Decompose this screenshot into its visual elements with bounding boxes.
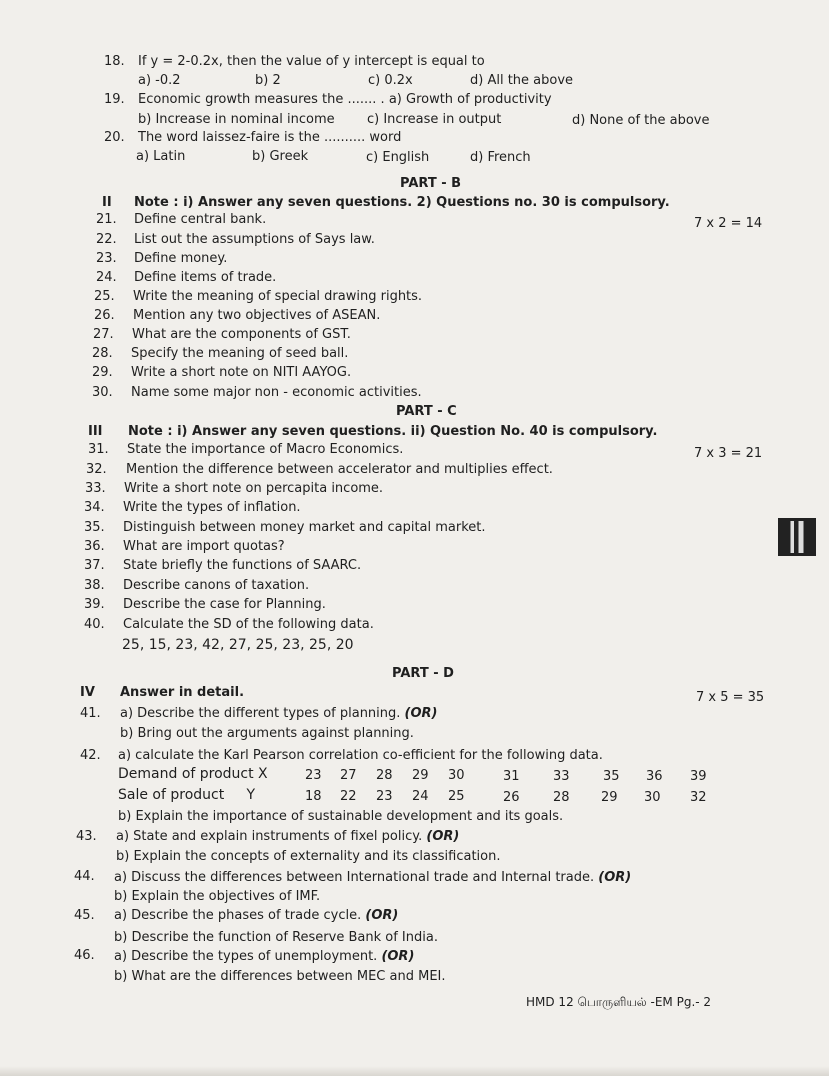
data-cell: 28 — [376, 768, 393, 783]
q20-option-a: a) Latin — [136, 149, 186, 164]
q20-number: 20. — [104, 130, 125, 145]
q19-option-d: d) None of the above — [572, 113, 710, 128]
question-number: 27. — [93, 327, 114, 342]
question-text: State briefly the functions of SAARC. — [123, 558, 362, 573]
question-number: 29. — [92, 365, 113, 380]
q44-part-b: b) Explain the objectives of IMF. — [114, 889, 321, 904]
question-number: 22. — [96, 232, 117, 247]
data-cell: 33 — [553, 769, 570, 784]
question-text: Specify the meaning of seed ball. — [131, 346, 349, 361]
qr-code — [778, 518, 816, 556]
question-text: State the importance of Macro Economics. — [127, 442, 404, 457]
q46-part-b: b) What are the differences between MEC and MEI. — [114, 969, 446, 984]
question-text: Mention the difference between accelerator and multiplies effect. — [126, 462, 553, 477]
part-b-marks: 7 x 2 = 14 — [694, 216, 763, 231]
q45-or: (OR) — [365, 908, 399, 923]
data-cell: 27 — [340, 768, 357, 783]
part-b-roman: II — [102, 195, 112, 210]
data-cell: 30 — [644, 790, 661, 805]
question-text: What are the components of GST. — [132, 327, 351, 342]
q45-a-text: a) Describe the phases of trade cycle. — [114, 908, 362, 923]
question-number: 28. — [92, 346, 113, 361]
question-number: 35. — [84, 520, 105, 535]
question-number: 39. — [84, 597, 105, 612]
data-cell: 28 — [553, 790, 570, 805]
q19-option-b: b) Increase in nominal income — [138, 112, 335, 127]
q41-number: 41. — [80, 706, 101, 721]
q18-option-a: a) -0.2 — [138, 73, 181, 88]
data-cell: 29 — [601, 790, 618, 805]
part-d-roman: IV — [80, 685, 95, 700]
page-footer: HMD 12 பொருளியல் -EM Pg.- 2 — [526, 995, 712, 1009]
q43-or: (OR) — [426, 829, 460, 844]
q46-or: (OR) — [381, 949, 415, 964]
question-number: 25. — [94, 289, 115, 304]
q41-part-b: b) Bring out the arguments against planning. — [120, 726, 414, 741]
question-number: 31. — [88, 442, 109, 457]
sale-row-label: Sale of product Y — [118, 787, 256, 803]
data-cell: 39 — [690, 769, 707, 784]
q20-option-c: c) English — [366, 150, 430, 165]
data-cell: 36 — [646, 769, 663, 784]
q18-option-d: d) All the above — [470, 73, 574, 88]
question-text: What are import quotas? — [123, 539, 285, 554]
part-d-heading: PART - D — [392, 666, 454, 681]
question-number: 26. — [94, 308, 115, 323]
part-c-marks: 7 x 3 = 21 — [694, 446, 763, 461]
q19-text: Economic growth measures the ....... . a) Growth of productivity — [138, 92, 552, 107]
q41-a-text: a) Describe the different types of planning. — [120, 706, 401, 721]
q43-number: 43. — [76, 829, 97, 844]
question-text: Define items of trade. — [134, 270, 277, 285]
data-cell: 30 — [448, 768, 465, 783]
q43-part-b: b) Explain the concepts of externality and its classification. — [116, 849, 501, 864]
data-cell: 31 — [503, 769, 520, 784]
q41-part-a — [120, 706, 438, 722]
part-c-note: Note : i) Answer any seven questions. ii) Question No. 40 is compulsory. — [128, 424, 658, 439]
q20-option-b: b) Greek — [252, 149, 309, 164]
question-number: 37. — [84, 558, 105, 573]
question-text: Write a short note on percapita income. — [124, 481, 384, 496]
sd-data-values: 25, 15, 23, 42, 27, 25, 23, 25, 20 — [122, 637, 354, 653]
q46-number: 46. — [74, 948, 95, 963]
question-text: Calculate the SD of the following data. — [123, 617, 374, 632]
question-number: 36. — [84, 539, 105, 554]
question-number: 34. — [84, 500, 105, 515]
q20-option-d: d) French — [470, 150, 531, 165]
question-text: Name some major non - economic activities. — [131, 385, 422, 400]
q19-number: 19. — [104, 92, 125, 107]
question-text: Describe the case for Planning. — [123, 597, 326, 612]
question-number: 23. — [96, 251, 117, 266]
q18-option-b: b) 2 — [255, 73, 281, 88]
q18-number: 18. — [104, 54, 125, 69]
q43-a-text: a) State and explain instruments of fixel policy. — [116, 829, 423, 844]
question-text: Describe canons of taxation. — [123, 578, 310, 593]
part-b-heading: PART - B — [400, 176, 462, 191]
q42-part-a: a) calculate the Karl Pearson correlation co-efficient for the following data. — [118, 748, 603, 763]
question-number: 32. — [86, 462, 107, 477]
data-cell: 26 — [503, 790, 520, 805]
data-cell: 25 — [448, 789, 465, 804]
question-text: Write the meaning of special drawing rights. — [133, 289, 423, 304]
question-number: 38. — [84, 578, 105, 593]
q42-part-b: b) Explain the importance of sustainable development and its goals. — [118, 809, 564, 824]
q41-or: (OR) — [404, 706, 438, 721]
q44-or: (OR) — [598, 870, 632, 885]
q44-number: 44. — [74, 869, 95, 884]
q46-a-text: a) Describe the types of unemployment. — [114, 949, 378, 964]
question-text: Distinguish between money market and capital market. — [123, 520, 486, 535]
data-cell: 23 — [305, 768, 322, 783]
part-d-marks: 7 x 5 = 35 — [696, 690, 765, 705]
q46-part-a — [114, 949, 414, 965]
data-cell: 32 — [690, 790, 707, 805]
question-number: 24. — [96, 270, 117, 285]
q45-part-b: b) Describe the function of Reserve Bank of India. — [114, 930, 438, 945]
question-number: 30. — [92, 385, 113, 400]
question-text: Define central bank. — [134, 212, 267, 227]
q43-part-a — [116, 829, 459, 845]
q20-text: The word laissez-faire is the .......... word — [138, 130, 402, 145]
part-c-roman: III — [88, 424, 103, 439]
question-number: 33. — [85, 481, 106, 496]
part-c-heading: PART - C — [396, 404, 457, 419]
data-cell: 29 — [412, 768, 429, 783]
scan-shadow — [0, 1066, 829, 1076]
q18-text: If y = 2-0.2x, then the value of y intercept is equal to — [138, 54, 485, 69]
question-number: 21. — [96, 212, 117, 227]
data-cell: 24 — [412, 789, 429, 804]
q45-number: 45. — [74, 908, 95, 923]
q44-a-text: a) Discuss the differences between International trade and Internal trade. — [114, 870, 595, 885]
question-number: 40. — [84, 617, 105, 632]
question-text: Mention any two objectives of ASEAN. — [133, 308, 381, 323]
question-text: Write a short note on NITI AAYOG. — [131, 365, 352, 380]
part-b-note: Note : i) Answer any seven questions. 2) Questions no. 30 is compulsory. — [134, 195, 670, 210]
question-text: List out the assumptions of Says law. — [134, 232, 375, 247]
data-cell: 23 — [376, 789, 393, 804]
data-cell: 35 — [603, 769, 620, 784]
data-cell: 22 — [340, 789, 357, 804]
data-cell: 18 — [305, 789, 322, 804]
q18-option-c: c) 0.2x — [368, 73, 413, 88]
q19-option-c: c) Increase in output — [367, 112, 502, 127]
q44-part-a — [114, 870, 631, 886]
question-text: Define money. — [134, 251, 228, 266]
question-text: Write the types of inflation. — [123, 500, 301, 515]
demand-row-label: Demand of product X — [118, 766, 268, 782]
part-d-note: Answer in detail. — [120, 685, 245, 700]
q45-part-a — [114, 908, 398, 924]
q42-number: 42. — [80, 748, 101, 763]
